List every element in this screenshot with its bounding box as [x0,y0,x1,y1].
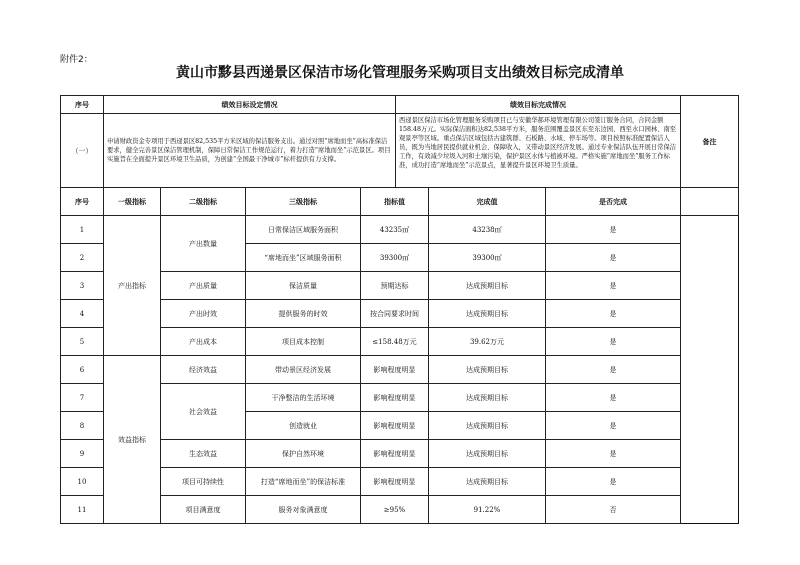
row-seq: 8 [61,412,104,440]
target-value: 影响程度明显 [361,440,429,468]
table-row [61,440,739,468]
row-seq: 2 [61,244,104,272]
level2-indicator: 产出质量 [161,272,246,300]
level3-indicator: 创造就业 [246,412,361,440]
row-seq: 6 [61,356,104,384]
row-seq: 4 [61,300,104,328]
table-row [61,356,739,384]
level2-indicator: 项目可持续性 [161,468,246,496]
level3-indicator: “席地而坐”区域服务面积 [246,244,361,272]
target-value: 影响程度明显 [361,412,429,440]
target-value: 预期达标 [361,272,429,300]
remark-cell [681,188,739,216]
completion-status: 是 [546,300,681,328]
header-actual-value: 完成值 [429,188,546,216]
header-target: 绩效目标设定情况 [104,96,396,114]
actual-value: 达成预期目标 [429,440,546,468]
level3-indicator: 服务对象满意度 [246,496,361,524]
completion-status: 否 [546,496,681,524]
completion-status: 是 [546,384,681,412]
table-row [61,496,739,524]
row-seq: 5 [61,328,104,356]
target-value: ≥95% [361,496,429,524]
table-row [61,328,739,356]
target-value: 影响程度明显 [361,468,429,496]
target-value: 影响程度明显 [361,384,429,412]
table-row [61,468,739,496]
row-seq: 9 [61,440,104,468]
completion-text: 西递景区保洁市场化管理服务采购项目已与安徽华郝环境管理有限公司签订服务合同，合同金额158.48万元。实际保洁面积达82,538平方米，服务范围覆盖景区东至东边园、西至水口园林、南至观景亭等区域。重点保洁区域包括古建筑群、石板路、水域、停车场等。项目按照标准配置保洁人员，既为当地居民提供就业机会、保障收入，又带动景区经济发展。通过专业保洁队伍开展日常保洁工作，有效减少垃圾入河和土壤污染，保护景区水体与植被环境。严格实施“席地而坐”服务工作标准，成功打造“席地而坐”示范景点，显著提升景区环境卫生质量。 [396,114,681,188]
actual-value: 达成预期目标 [429,300,546,328]
attachment-label: 附件2： [60,55,93,65]
target-value: 43235㎡ [361,216,429,244]
level3-indicator: 保洁质量 [246,272,361,300]
level3-indicator: 日常保洁区域服务面积 [246,216,361,244]
header-seq: 序号 [61,96,104,114]
row-seq: 3 [61,272,104,300]
level3-indicator: 带动景区经济发展 [246,356,361,384]
actual-value: 39300㎡ [429,244,546,272]
header-target-value: 指标值 [361,188,429,216]
level3-indicator: 干净整洁的生活环境 [246,384,361,412]
actual-value: 达成预期目标 [429,412,546,440]
completion-status: 是 [546,216,681,244]
actual-value: 达成预期目标 [429,468,546,496]
header-done: 是否完成 [546,188,681,216]
indicator-table [60,187,739,524]
completion-status: 是 [546,468,681,496]
table-row [61,216,739,244]
header-level3: 三级指标 [246,188,361,216]
level2-indicator: 项目满意度 [161,496,246,524]
level2-indicator: 经济效益 [161,356,246,384]
level3-indicator: 提供服务的时效 [246,300,361,328]
completion-status: 是 [546,244,681,272]
actual-value: 43238㎡ [429,216,546,244]
actual-value: 达成预期目标 [429,272,546,300]
target-value: 39300㎡ [361,244,429,272]
target-summary-table [60,95,739,188]
level2-indicator: 生态效益 [161,440,246,468]
completion-status: 是 [546,412,681,440]
completion-status: 是 [546,356,681,384]
table-row [61,272,739,300]
row-seq: 10 [61,468,104,496]
target-value: 影响程度明显 [361,356,429,384]
actual-value: 达成预期目标 [429,356,546,384]
actual-value: 91.22% [429,496,546,524]
target-value: ≤158.48万元 [361,328,429,356]
actual-value: 39.62万元 [429,328,546,356]
level3-indicator: 保护自然环境 [246,440,361,468]
level2-indicator: 产出数量 [161,216,246,272]
header-level2: 二级指标 [161,188,246,216]
header-level1: 一级指标 [104,188,161,216]
header-remark: 备注 [681,96,739,188]
row-seq: 11 [61,496,104,524]
actual-value: 达成预期目标 [429,384,546,412]
completion-status: 是 [546,272,681,300]
completion-status: 是 [546,440,681,468]
level1-indicator: 效益指标 [104,356,161,524]
row-seq: 1 [61,216,104,244]
target-text: 申请财政资金专项用于西递景区82,535平方米区域的保洁服务支出。通过对照“席地而坐”高标准保洁要求，健全完善景区保洁管理机制，保障日常保洁工作规范运行，着力打造“席地而坐”示范景区。项目实施旨在全面提升景区环境卫生品质，为创建“全国最干净城市”标杆提供有力支撑。 [104,114,396,188]
row-seq: 7 [61,384,104,412]
table-row [61,384,739,412]
level2-indicator: 社会效益 [161,384,246,440]
target-value: 按合同要求时间 [361,300,429,328]
level2-indicator: 产出时效 [161,300,246,328]
level1-indicator: 产出指标 [104,216,161,356]
table-row [61,300,739,328]
level2-indicator: 产出成本 [161,328,246,356]
page-title: 黄山市黟县西递景区保洁市场化管理服务采购项目支出绩效目标完成清单 [176,65,624,81]
completion-status: 是 [546,328,681,356]
level3-indicator: 打造“席地而坐”的保洁标准 [246,468,361,496]
level3-indicator: 项目成本控制 [246,328,361,356]
header-completion: 绩效目标完成情况 [396,96,681,114]
row-seq: （一） [61,114,104,188]
header-seq: 序号 [61,188,104,216]
